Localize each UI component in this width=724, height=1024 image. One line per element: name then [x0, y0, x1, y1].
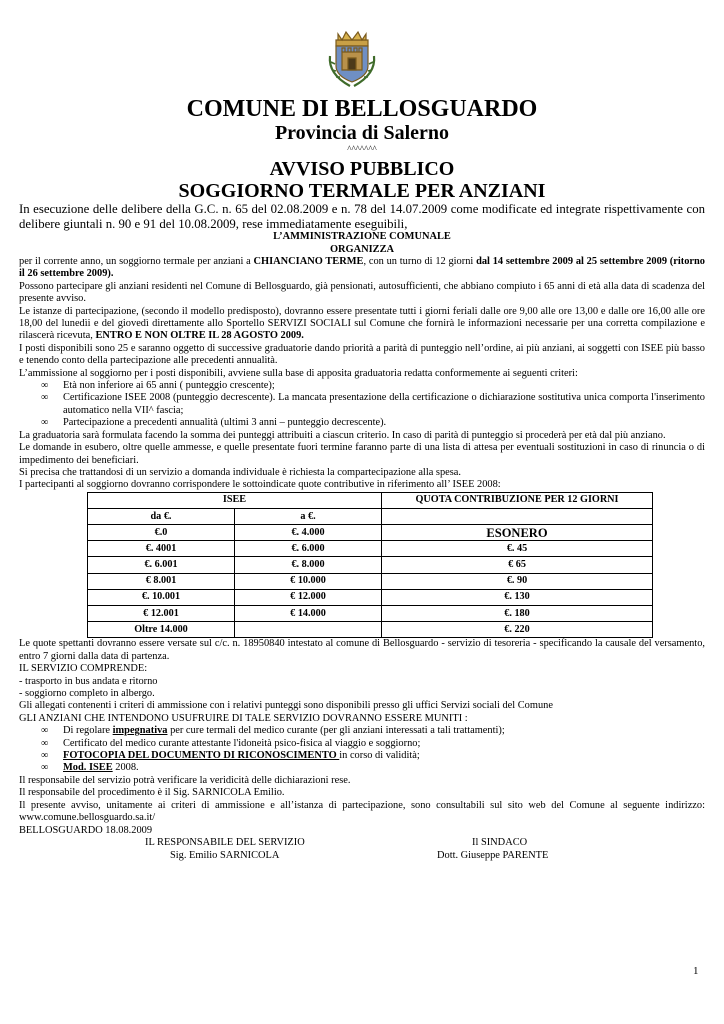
criteria-list [19, 380, 705, 430]
infinity-bullet-icon: ∞ [41, 725, 49, 737]
list-item: ∞ FOTOCOPIA DEL DOCUMENTO DI RICONOSCIMENTO in corso di validità; [41, 750, 420, 762]
table-row: € 12.001 € 14.000 €. 180 [88, 606, 653, 622]
notice-title: SOGGIORNO TERMALE PER ANZIANI [178, 180, 546, 202]
right-signatory-title: Il SINDACO [472, 836, 528, 848]
municipality-title: COMUNE DI BELLOSGUARDO [186, 96, 538, 122]
left-signatory-title: IL RESPONSABILE DEL SERVIZIO [145, 836, 305, 848]
organizes-line: ORGANIZZA [329, 243, 395, 255]
infinity-bullet-icon: ∞ [41, 750, 49, 762]
table-row: €. 4001 €. 6.000 €. 45 [88, 541, 653, 557]
table-cell [382, 508, 653, 524]
infinity-bullet-icon: ∞ [41, 417, 49, 429]
criteria-intro: L’ammissione al soggiorno per i posti disponibili, avviene sulla base di apposita graduatoria redatta conformemente ai seguenti criteri: [19, 367, 578, 379]
places-paragraph: I posti disponibili sono 25 e saranno oggetto di successive graduatorie dando priorità a parità di punteggio nell’ordine, ai più anziani, ai soggetti con ISEE più basso e tenendo conto della partecipazione alle precedenti annualità. [19, 342, 705, 367]
service-item: - trasporto in bus andata e ritorno [19, 675, 158, 687]
table-subheader: da €. [88, 508, 235, 524]
website-paragraph: Il presente avviso, unitamente ai criteri di ammissione e all’istanza di partecipazione, sono consultabili sul sito web del Comune al seguente indirizzo: www.comune.bellosguardo.sa.it/ [19, 799, 705, 824]
organizer-line: L’AMMINISTRAZIONE COMUNALE [273, 231, 451, 243]
responsible-paragraph: Il responsabile del procedimento è il Sig. SARNICOLA Emilio. [19, 787, 285, 799]
waiting-list-paragraph: Le domande in esubero, oltre quelle ammesse, e quelle presentate fuori termine faranno parte di una lista di attesa per eventuali sostituzioni in caso di rinuncia o di impedimento dei beneficiari. [19, 442, 705, 466]
table-header: QUOTA CONTRIBUZIONE PER 12 GIORNI [382, 492, 653, 508]
payment-paragraph: Le quote spettanti dovranno essere versate sul c/c. n. 18950840 intestato al comune di Bellosguardo - servizio di tesoreria - specificando la causale del versamento, entro 7 giorni dalla data di partenza. [19, 638, 705, 662]
list-item: ∞ Mod. ISEE 2008. [41, 762, 139, 774]
table-row: €.0 €. 4.000 ESONERO [88, 525, 653, 541]
notice-type: AVVISO PUBBLICO [269, 158, 455, 180]
application-paragraph: Le istanze di partecipazione, (secondo il modello predisposto), dovranno essere presentate tutti i giorni feriali dalle ore 9,00 alle ore 13,00 e dalle ore 16,00 alle ore 18,00 del lunedìi e del giovedì direttamente allo Sportello SERVIZI SOCIALI sul Comune che fornirà le informazioni necessarie per una corretta compilazione e rilascerà ricevuta, ENTRO E NON OLTRE IL 28 AGOSTO 2009. [19, 305, 705, 342]
table-row: € 8.001 € 10.000 €. 90 [88, 573, 653, 589]
infinity-bullet-icon: ∞ [41, 737, 49, 749]
date-line: BELLOSGUARDO 18.08.2009 [19, 824, 153, 836]
infinity-bullet-icon: ∞ [41, 380, 49, 392]
signature-names [19, 850, 705, 863]
intro-paragraph: In esecuzione delle delibere della G.C. n. 65 del 02.08.2009 e n. 78 del 14.07.2009 come modificate ed integrate rispettivamente con delibere giuntali n. 90 e 91 del 10.08.2009, rese immediatamente eseguibili, [19, 202, 705, 231]
table-subheader: a €. [235, 508, 382, 524]
quota-intro: I partecipanti al soggiorno dovranno corrispondere le sottoindicate quote contributive in riferimento all’ ISEE 2008: [19, 479, 501, 491]
table-row: Oltre 14.000 €. 220 [88, 622, 653, 638]
ranking-paragraph: La graduatoria sarà formulata facendo la somma dei punteggi attribuiti a ciascun criterio. In caso di parità di punteggio si procederà per età dal più anziano. [19, 429, 666, 441]
province-subtitle: Provincia di Salerno [274, 122, 450, 144]
signature-titles [19, 837, 705, 850]
right-signatory-name: Dott. Giuseppe PARENTE [437, 849, 549, 861]
left-signatory-name: Sig. Emilio SARNICOLA [170, 849, 280, 861]
infinity-bullet-icon: ∞ [41, 392, 49, 404]
documents-list [19, 725, 705, 775]
list-item: ∞ Certificato del medico curante attestante l'idoneità psico-fisica al viaggio e soggiorno; [41, 737, 421, 749]
table-header: ISEE [88, 492, 382, 508]
requirements-title: GLI ANZIANI CHE INTENDONO USUFRUIRE DI TALE SERVIZIO DOVRANNO ESSERE MUNITI : [19, 712, 468, 724]
isee-quota-table [87, 492, 653, 639]
service-item: - soggiorno completo in albergo. [19, 688, 155, 700]
attachments-paragraph: Gli allegati contenenti i criteri di ammissione con i relativi punteggi sono disponibili presso gli uffici Servizi sociali del Comune [19, 700, 553, 712]
list-item: ∞ Di regolare impegnativa per cure termali del medico curante (per gli anziani interessati a tali trattamenti); [41, 725, 505, 737]
cost-sharing-paragraph: Si precisa che trattandosi di un servizio a domanda individuale è richiesta la compartecipazione alla spesa. [19, 466, 462, 478]
trip-paragraph: per il corrente anno, un soggiorno termale per anziani a CHIANCIANO TERME, con un turno di 12 giorni dal 14 settembre 2009 al 25 settembre 2009 (ritorno il 26 settembre 2009). [19, 256, 705, 280]
verification-paragraph: Il responsabile del servizio potrà verificare la veridicità delle dichiarazioni rese. [19, 774, 351, 786]
list-item: ∞ Età non inferiore ai 65 anni ( punteggio crescente); [41, 380, 275, 392]
services-title: IL SERVIZIO COMPRENDE: [19, 663, 148, 675]
eligibility-paragraph: Possono partecipare gli anziani residenti nel Comune di Bellosguardo, già pensionati, autosufficienti, che abbiano compiuto i 65 anni di età alla data di scadenza del presente avviso. [19, 280, 705, 305]
table-row: €. 10.001 € 12.000 €. 130 [88, 589, 653, 605]
list-item: ∞ Partecipazione a precedenti annualità (ultimi 3 anni – punteggio decrescente). [41, 417, 387, 429]
separator: ^^^^^^^ [347, 144, 377, 154]
table-row: €. 6.001 €. 8.000 € 65 [88, 557, 653, 573]
infinity-bullet-icon: ∞ [41, 762, 49, 774]
document-page [19, 0, 705, 863]
list-item: ∞ Certificazione ISEE 2008 (punteggio decrescente). La mancata presentazione della certificazione o dichiarazione sostitutiva unica comporta l'inserimento automatico nella VII^ fascia; [41, 392, 705, 416]
page-number: 1 [693, 965, 699, 977]
